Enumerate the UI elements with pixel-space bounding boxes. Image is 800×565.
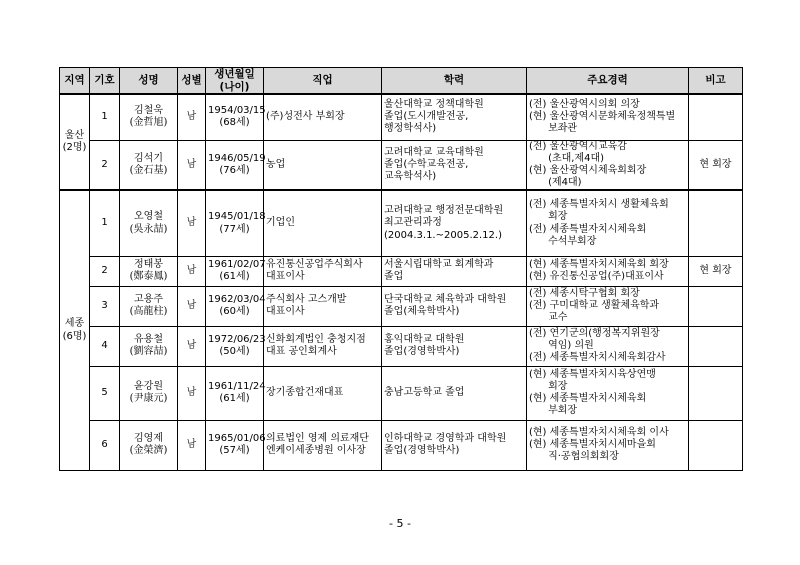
career-cell-line: 교수 bbox=[529, 312, 568, 324]
region-cell bbox=[60, 94, 90, 190]
education-cell-line: 울산대학교 정책대학원 bbox=[384, 98, 484, 110]
candidate-number: 3 bbox=[90, 286, 120, 326]
career-cell bbox=[527, 366, 689, 420]
note-cell: 현 회장 bbox=[689, 140, 743, 190]
birth-cell bbox=[206, 190, 264, 256]
career-cell-line: (초대,제4대) bbox=[529, 152, 605, 164]
job-cell-line: 대표이사 bbox=[266, 271, 305, 283]
job-cell-line: 유진통신공업주식회사 bbox=[266, 259, 363, 271]
candidate-number: 1 bbox=[90, 190, 120, 256]
career-cell-line: (현) 울산광역시문화체육정책특별 bbox=[529, 111, 676, 123]
header-birth: 생년월일 (나이) bbox=[206, 68, 264, 95]
header-career: 주요경력 bbox=[527, 68, 689, 95]
candidate-name-cell bbox=[120, 326, 178, 366]
education-cell-line: 졸업(도시개발전공, bbox=[384, 111, 469, 123]
candidate-sex: 남 bbox=[178, 366, 206, 420]
candidate-name-cell bbox=[120, 366, 178, 420]
header-row bbox=[60, 68, 743, 95]
education-cell-line: 졸업 bbox=[384, 271, 404, 283]
education-cell-line: 졸업(경영학박사) bbox=[384, 445, 460, 457]
job-cell bbox=[264, 140, 382, 190]
education-cell-line: 인하대학교 경영학과 대학원 bbox=[384, 433, 507, 445]
education-cell-line: 졸업(체육학박사) bbox=[384, 306, 460, 318]
table-row bbox=[60, 326, 743, 366]
job-cell-line: 대표이사 bbox=[266, 306, 305, 318]
job-cell-line: 농업 bbox=[266, 158, 286, 170]
education-cell bbox=[382, 140, 527, 190]
education-cell bbox=[382, 94, 527, 140]
career-cell-line: (전) 세종특별자치시 생활체육회 bbox=[529, 199, 669, 211]
table-row bbox=[60, 94, 743, 140]
page-number: - 5 - bbox=[389, 517, 411, 530]
candidate-name-cell bbox=[120, 94, 178, 140]
career-cell-line: (현) 세종특별자치시체육회 회장 bbox=[529, 259, 669, 271]
note-cell bbox=[689, 420, 743, 470]
candidate-number: 4 bbox=[90, 326, 120, 366]
job-cell bbox=[264, 366, 382, 420]
job-cell bbox=[264, 190, 382, 256]
age: (68세) bbox=[219, 117, 250, 129]
candidate-sex: 남 bbox=[178, 94, 206, 140]
education-cell bbox=[382, 190, 527, 256]
candidate-name: 오영철 bbox=[134, 211, 163, 223]
candidate-number: 2 bbox=[90, 140, 120, 190]
job-cell-line: 대표 공인회계사 bbox=[266, 346, 337, 358]
candidate-name-cell bbox=[120, 190, 178, 256]
education-cell bbox=[382, 420, 527, 470]
birth-cell bbox=[206, 366, 264, 420]
table-row bbox=[60, 420, 743, 470]
candidate-hanja: (金石基) bbox=[129, 164, 168, 176]
header-note: 비고 bbox=[689, 68, 743, 95]
education-cell bbox=[382, 366, 527, 420]
career-cell-line: (전) 울산광역시의회 의장 bbox=[529, 98, 640, 110]
candidate-name: 유용철 bbox=[134, 334, 163, 346]
header-region: 지역 bbox=[60, 68, 90, 95]
job-cell bbox=[264, 326, 382, 366]
age: (50세) bbox=[219, 346, 250, 358]
candidate-sex: 남 bbox=[178, 140, 206, 190]
career-cell-line: (제4대) bbox=[529, 177, 582, 189]
candidate-hanja: (金榮濟) bbox=[129, 445, 168, 457]
career-cell-line: (전) 세종특별자치시체육회 bbox=[529, 223, 647, 235]
table-row bbox=[60, 256, 743, 286]
birth-cell bbox=[206, 286, 264, 326]
career-cell-line: (현) 세종특별자치시체육회 bbox=[529, 393, 647, 405]
header-education: 학력 bbox=[382, 68, 527, 95]
career-cell-line: 보좌관 bbox=[529, 123, 578, 135]
career-cell-line: (전) 연기군의(행정복지위원장 bbox=[529, 327, 660, 339]
birth-date: 1946/05/19 bbox=[208, 152, 266, 164]
birth-date: 1945/01/18 bbox=[208, 211, 266, 223]
candidate-hanja: (劉容喆) bbox=[129, 346, 168, 358]
header-sex: 성별 bbox=[178, 68, 206, 95]
note-cell: 현 회장 bbox=[689, 256, 743, 286]
note-cell bbox=[689, 190, 743, 256]
career-cell-line: (전) 세종시탁구협회 회장 bbox=[529, 287, 640, 299]
candidate-name-cell bbox=[120, 140, 178, 190]
table-row bbox=[60, 190, 743, 256]
career-cell bbox=[527, 190, 689, 256]
career-cell-line: 부회장 bbox=[529, 405, 578, 417]
education-cell bbox=[382, 286, 527, 326]
candidate-hanja: (金哲旭) bbox=[129, 117, 168, 129]
candidate-hanja: (高龍柱) bbox=[129, 306, 168, 318]
candidate-name: 김철욱 bbox=[134, 105, 163, 117]
job-cell bbox=[264, 286, 382, 326]
candidate-hanja: (吳永喆) bbox=[129, 223, 168, 235]
note-cell bbox=[689, 326, 743, 366]
region-cell bbox=[60, 190, 90, 470]
career-cell bbox=[527, 94, 689, 140]
education-cell-line: 교육학석사) bbox=[384, 170, 437, 182]
career-cell bbox=[527, 140, 689, 190]
candidate-name-cell bbox=[120, 286, 178, 326]
birth-cell bbox=[206, 140, 264, 190]
birth-cell bbox=[206, 94, 264, 140]
table-row bbox=[60, 366, 743, 420]
candidate-name-cell bbox=[120, 256, 178, 286]
education-cell-line: (2004.3.1.~2005.2.12.) bbox=[384, 229, 502, 241]
candidate-sex: 남 bbox=[178, 190, 206, 256]
region-name: 울산 bbox=[64, 129, 85, 141]
birth-date: 1965/01/06 bbox=[208, 433, 266, 445]
job-cell bbox=[264, 256, 382, 286]
region-name: 세종 bbox=[64, 318, 85, 330]
candidate-number: 2 bbox=[90, 256, 120, 286]
education-cell-line: 고려대학교 교육대학원 bbox=[384, 146, 484, 158]
job-cell-line: 장기종합건재대표 bbox=[266, 387, 344, 399]
education-cell bbox=[382, 326, 527, 366]
region-count: (6명) bbox=[62, 330, 87, 342]
job-cell bbox=[264, 420, 382, 470]
education-cell-line: 행정학석사) bbox=[384, 123, 437, 135]
age: (57세) bbox=[219, 445, 250, 457]
candidate-name: 정태봉 bbox=[134, 259, 163, 271]
age: (61세) bbox=[219, 393, 250, 405]
region-count: (2명) bbox=[62, 142, 87, 154]
header-number: 기호 bbox=[90, 68, 120, 95]
career-cell-line: (현) 유진통신공업(주)대표이사 bbox=[529, 271, 664, 283]
age: (60세) bbox=[219, 306, 250, 318]
candidate-name-cell bbox=[120, 420, 178, 470]
job-cell-line: 기업인 bbox=[266, 217, 295, 229]
career-cell-line: (현) 세종특별자치시체육회 이사 bbox=[529, 426, 669, 438]
education-cell-line: 졸업(경영학박사) bbox=[384, 346, 460, 358]
birth-cell bbox=[206, 326, 264, 366]
education-cell-line: 홍익대학교 대학원 bbox=[384, 334, 465, 346]
candidate-number: 6 bbox=[90, 420, 120, 470]
candidate-table bbox=[59, 67, 743, 471]
note-cell bbox=[689, 366, 743, 420]
career-cell-line: 역임) 의원 bbox=[529, 340, 594, 352]
career-cell-line: (전) 세종특별자치시체육회감사 bbox=[529, 352, 666, 364]
candidate-name: 고용주 bbox=[134, 294, 163, 306]
age: (77세) bbox=[219, 223, 250, 235]
education-cell-line: 서울시립대학교 회계학과 bbox=[384, 259, 494, 271]
career-cell-line: 회장 bbox=[529, 211, 568, 223]
candidate-name: 김영제 bbox=[134, 433, 163, 445]
candidate-number: 5 bbox=[90, 366, 120, 420]
career-cell bbox=[527, 420, 689, 470]
career-cell-line: 수석부회장 bbox=[529, 235, 597, 247]
age: (76세) bbox=[219, 164, 250, 176]
career-cell bbox=[527, 286, 689, 326]
age: (61세) bbox=[219, 271, 250, 283]
birth-date: 1962/03/04 bbox=[208, 294, 266, 306]
career-cell-line: (전) 울산광역시교육감 bbox=[529, 140, 627, 152]
career-cell-line: (현) 세종특별자치시세마을회 bbox=[529, 439, 656, 451]
header-name: 성명 bbox=[120, 68, 178, 95]
job-cell-line: (주)성전사 부회장 bbox=[266, 111, 345, 123]
table-row bbox=[60, 286, 743, 326]
job-cell-line: 엔케이세종병원 이사장 bbox=[266, 445, 366, 457]
candidate-hanja: (尹康元) bbox=[129, 393, 168, 405]
birth-date: 1954/03/15 bbox=[208, 105, 266, 117]
header-job: 직업 bbox=[264, 68, 382, 95]
candidate-number: 1 bbox=[90, 94, 120, 140]
job-cell-line: 주식회사 고스개발 bbox=[266, 294, 347, 306]
education-cell-line: 단국대학교 체육학과 대학원 bbox=[384, 294, 507, 306]
candidate-sex: 남 bbox=[178, 420, 206, 470]
career-cell bbox=[527, 326, 689, 366]
education-cell bbox=[382, 256, 527, 286]
job-cell bbox=[264, 94, 382, 140]
table-row bbox=[60, 140, 743, 190]
job-cell-line: 의료법인 영제 의료재단 bbox=[266, 433, 369, 445]
birth-cell bbox=[206, 256, 264, 286]
job-cell-line: 신화회계법인 충청지점 bbox=[266, 334, 366, 346]
education-cell-line: 졸업(수학교육전공, bbox=[384, 158, 469, 170]
career-cell bbox=[527, 256, 689, 286]
note-cell bbox=[689, 94, 743, 140]
education-cell-line: 고려대학교 행정전문대학원 bbox=[384, 205, 504, 217]
note-cell bbox=[689, 286, 743, 326]
candidate-name: 윤강원 bbox=[134, 381, 163, 393]
education-cell-line: 최고관리과정 bbox=[384, 217, 442, 229]
candidate-hanja: (鄭泰鳳) bbox=[129, 271, 168, 283]
birth-cell bbox=[206, 420, 264, 470]
education-cell-line: 충남고등학교 졸업 bbox=[384, 387, 465, 399]
career-cell-line: (현) 세종특별자치시육상연맹 bbox=[529, 368, 656, 380]
birth-date: 1972/06/23 bbox=[208, 334, 266, 346]
birth-date: 1961/11/24 bbox=[208, 381, 266, 393]
candidate-sex: 남 bbox=[178, 326, 206, 366]
candidate-sex: 남 bbox=[178, 256, 206, 286]
candidate-name: 김석기 bbox=[134, 152, 163, 164]
candidate-sex: 남 bbox=[178, 286, 206, 326]
career-cell-line: (현) 울산광역시체육회회장 bbox=[529, 164, 647, 176]
career-cell-line: (전) 구미대학교 생활체육학과 bbox=[529, 300, 660, 312]
career-cell-line: 회장 bbox=[529, 381, 568, 393]
birth-date: 1961/02/07 bbox=[208, 259, 266, 271]
career-cell-line: 직·공협의회회장 bbox=[529, 451, 619, 463]
